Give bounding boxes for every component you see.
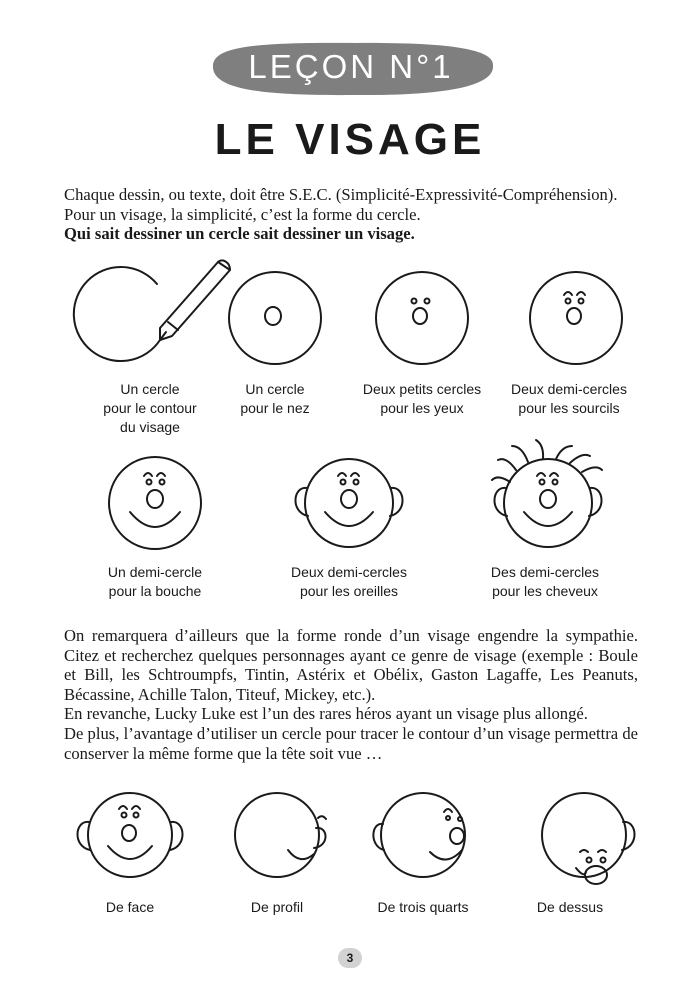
view-three-quarter-drawing <box>373 793 465 877</box>
body-paragraph-2: En revanche, Lucky Luke est l’un des rares héros ayant un visage plus allongé. <box>64 704 588 724</box>
body-paragraph-1: On remarquera d’ailleurs que la forme ronde d’un visage engendre la sympathie. Citez et recherchez quelques personnages ayant ce genre de visage (exemple : Boule et Bill, les Schtroumpfs, Tintin, Astérix et Obélix, Gaston Lagaffe, Les Peanuts, Bécassine, Achille Talon, Titeuf, Mickey, etc.). <box>64 626 638 704</box>
caption-line: pour les cheveux <box>492 583 598 599</box>
caption-line: Deux demi-cercles <box>291 564 407 580</box>
caption-line: du visage <box>120 419 180 435</box>
step-mouth-caption <box>80 563 230 601</box>
intro-line-2: Pour un visage, la simplicité, c’est la forme du cercle. <box>64 204 421 224</box>
caption-line: Un cercle <box>120 381 180 397</box>
body-text <box>64 626 638 763</box>
caption-line: Deux petits cercles <box>362 381 482 397</box>
step-nose-caption <box>200 380 350 418</box>
view-profile-caption: De profil <box>250 899 304 915</box>
body-paragraph-3: De plus, l’avantage d’utiliser un cercle pour tracer le contour d’un visage permettra de conserver la même forme que la tête soit vue … <box>64 723 638 763</box>
caption-line: pour les sourcils <box>518 400 620 416</box>
step-hair-caption <box>470 563 620 601</box>
view-front-drawing <box>77 793 182 877</box>
lesson-label: LEÇON N°1 <box>248 48 454 85</box>
caption-line: Des demi-cercles <box>490 564 600 580</box>
page-number: 3 <box>338 948 362 968</box>
page-title: LE VISAGE <box>214 115 486 164</box>
intro-line-3: Qui sait dessiner un cercle sait dessiner un visage. <box>64 224 415 244</box>
caption-line: Un cercle <box>245 381 305 397</box>
caption-line: pour le contour <box>103 400 197 416</box>
step-eyebrows-drawing <box>530 272 622 364</box>
intro-line-1: Chaque dessin, ou texte, doit être S.E.C. (Simplicité-Expressivité-Compréhension). <box>64 185 618 204</box>
view-top-drawing <box>542 793 635 884</box>
caption-line: Un demi-cercle <box>107 564 203 580</box>
step-eyebrows-caption <box>494 380 644 418</box>
step-eyes-caption <box>347 380 497 418</box>
step-ears-drawing <box>295 459 402 547</box>
view-front-caption: De face <box>105 899 155 915</box>
caption-line: pour les oreilles <box>299 583 399 599</box>
step-nose-drawing <box>229 272 321 364</box>
caption-line: pour la bouche <box>108 583 202 599</box>
caption-line: pour le nez <box>240 400 310 416</box>
step-outline-drawing <box>74 260 230 361</box>
view-top-caption: De dessus <box>536 899 604 915</box>
caption-line: Deux demi-cercles <box>511 381 627 397</box>
view-profile-drawing <box>235 793 326 877</box>
step-mouth-drawing <box>109 457 201 549</box>
step-ears-caption <box>274 563 424 601</box>
view-three-quarter-caption: De trois quarts <box>377 899 469 915</box>
step-hair-drawing <box>492 440 602 547</box>
step-eyes-drawing <box>376 272 468 364</box>
caption-line: pour les yeux <box>380 400 464 416</box>
